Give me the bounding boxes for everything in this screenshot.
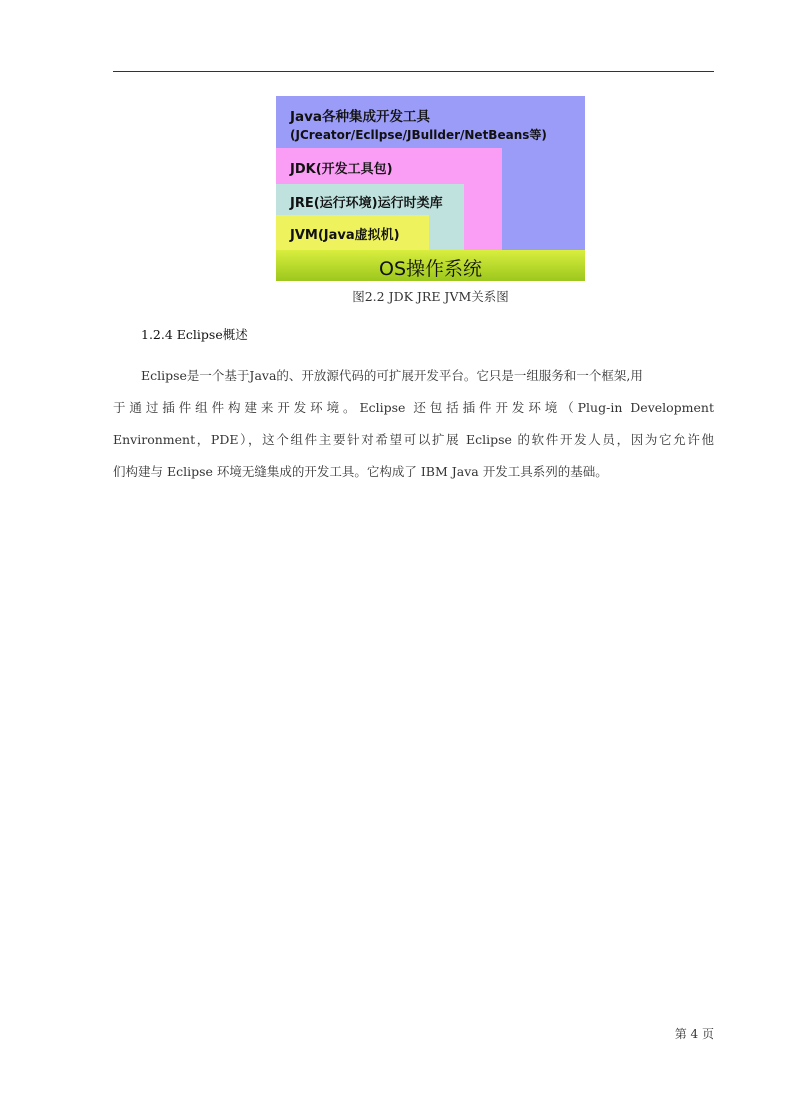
layer-jre-label: JRE(运行环境)运行时类库 xyxy=(290,196,443,211)
layer-dev-tools-list: (JCreator/Ecllpse/JBullder/NetBeans等) xyxy=(290,128,547,142)
paragraph-line: 于通过插件组件构建来开发环境。Eclipse 还包括插件开发环境（Plug-in Development xyxy=(113,400,714,415)
layer-os xyxy=(276,250,585,281)
paragraph-line: Environment，PDE），这个组件主要针对希望可以扩展 Eclipse 的软件开发人员，因为它允许他 xyxy=(113,432,714,447)
figure-caption: 图2.2 JDK JRE JVM关系图 xyxy=(352,289,509,304)
paragraph-line: 们构建与 Eclipse 环境无缝集成的开发工具。它构成了 IBM Java 开发工具系列的基础。 xyxy=(113,464,608,479)
section-heading: 1.2.4 Eclipse概述 xyxy=(141,327,248,342)
header-rule xyxy=(113,71,714,72)
layer-os-label: OS操作系统 xyxy=(378,258,483,280)
layer-jvm-label: JVM(Java虚拟机) xyxy=(290,228,400,243)
layer-jdk-label: JDK(开发工具包) xyxy=(290,162,393,177)
layer-jvm xyxy=(276,215,429,250)
layer-dev-tools-title: Java各种集成开发工具 xyxy=(290,109,431,125)
paragraph-line: Eclipse是一个基于Java的、开放源代码的可扩展开发平台。它只是一组服务和一个框架,用 xyxy=(141,368,643,383)
jdk-jre-jvm-diagram xyxy=(276,96,585,281)
page-number: 第 4 页 xyxy=(674,1027,714,1041)
